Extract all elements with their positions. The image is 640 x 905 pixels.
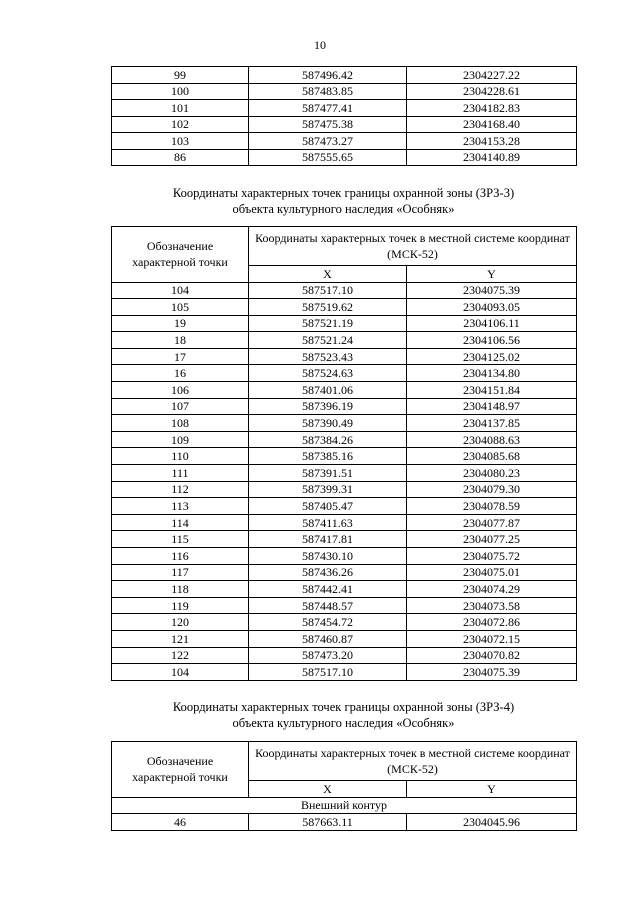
table-row	[112, 348, 577, 365]
y-coordinate-cell: 2304182.83	[407, 100, 577, 117]
section-label: Внешний контур	[112, 797, 577, 814]
table-row	[112, 382, 577, 399]
section-heading-zrz-3	[111, 185, 576, 217]
x-coordinate-cell: 587477.41	[249, 100, 407, 117]
table-row	[112, 83, 577, 100]
y-coordinate-cell: 2304134.80	[407, 365, 577, 382]
coordinates-table-zrz-3	[111, 226, 577, 681]
x-coordinate-cell: 587384.26	[249, 431, 407, 448]
y-coordinate-cell: 2304227.22	[407, 67, 577, 84]
table-row	[112, 614, 577, 631]
x-coordinate-cell: 587521.24	[249, 332, 407, 349]
point-id-cell: 109	[112, 431, 249, 448]
table-row	[112, 365, 577, 382]
header-coordinates: Координаты характерных точек в местной системе координат (МСК-52)	[249, 227, 577, 266]
x-coordinate-cell: 587473.20	[249, 647, 407, 664]
point-id-cell: 119	[112, 597, 249, 614]
y-coordinate-cell: 2304106.11	[407, 315, 577, 332]
x-coordinate-cell: 587483.85	[249, 83, 407, 100]
coordinates-table-continued	[111, 66, 577, 166]
y-coordinate-cell: 2304148.97	[407, 398, 577, 415]
point-id-cell: 17	[112, 348, 249, 365]
point-id-cell: 18	[112, 332, 249, 349]
heading-line: объекта культурного наследия «Особняк»	[232, 716, 455, 730]
table-row	[112, 67, 577, 84]
point-id-cell: 106	[112, 382, 249, 399]
point-id-cell: 114	[112, 514, 249, 531]
x-coordinate-cell: 587663.11	[249, 814, 407, 831]
table-row	[112, 498, 577, 515]
header-x: X	[249, 781, 407, 798]
table-row	[112, 116, 577, 133]
x-coordinate-cell: 587517.10	[249, 664, 407, 681]
point-id-cell: 108	[112, 415, 249, 432]
table-row	[112, 481, 577, 498]
x-coordinate-cell: 587555.65	[249, 149, 407, 166]
table-row	[112, 814, 577, 831]
x-coordinate-cell: 587396.19	[249, 398, 407, 415]
y-coordinate-cell: 2304093.05	[407, 299, 577, 316]
point-id-cell: 19	[112, 315, 249, 332]
point-id-cell: 103	[112, 133, 249, 150]
x-coordinate-cell: 587405.47	[249, 498, 407, 515]
table-body	[112, 67, 577, 166]
table-row	[112, 149, 577, 166]
point-id-cell: 104	[112, 664, 249, 681]
y-coordinate-cell: 2304072.15	[407, 630, 577, 647]
y-coordinate-cell: 2304125.02	[407, 348, 577, 365]
y-coordinate-cell: 2304153.28	[407, 133, 577, 150]
table-row	[112, 597, 577, 614]
point-id-cell: 86	[112, 149, 249, 166]
x-coordinate-cell: 587417.81	[249, 531, 407, 548]
header-designation: Обозначение характерной точки	[112, 742, 249, 798]
y-coordinate-cell: 2304151.84	[407, 382, 577, 399]
header-y: Y	[407, 266, 577, 283]
y-coordinate-cell: 2304079.30	[407, 481, 577, 498]
header-coordinates: Координаты характерных точек в местной системе координат (МСК-52)	[249, 742, 577, 781]
point-id-cell: 115	[112, 531, 249, 548]
y-coordinate-cell: 2304085.68	[407, 448, 577, 465]
point-id-cell: 110	[112, 448, 249, 465]
table-row	[112, 431, 577, 448]
y-coordinate-cell: 2304168.40	[407, 116, 577, 133]
y-coordinate-cell: 2304106.56	[407, 332, 577, 349]
table-row	[112, 581, 577, 598]
point-id-cell: 102	[112, 116, 249, 133]
point-id-cell: 104	[112, 282, 249, 299]
point-id-cell: 112	[112, 481, 249, 498]
x-coordinate-cell: 587523.43	[249, 348, 407, 365]
x-coordinate-cell: 587391.51	[249, 465, 407, 482]
x-coordinate-cell: 587448.57	[249, 597, 407, 614]
y-coordinate-cell: 2304075.39	[407, 664, 577, 681]
x-coordinate-cell: 587442.41	[249, 581, 407, 598]
table-row	[112, 465, 577, 482]
y-coordinate-cell: 2304140.89	[407, 149, 577, 166]
x-coordinate-cell: 587454.72	[249, 614, 407, 631]
page-number: 10	[314, 38, 326, 52]
point-id-cell: 107	[112, 398, 249, 415]
x-coordinate-cell: 587460.87	[249, 630, 407, 647]
y-coordinate-cell: 2304045.96	[407, 814, 577, 831]
point-id-cell: 122	[112, 647, 249, 664]
table-row	[112, 647, 577, 664]
table-row	[112, 531, 577, 548]
table-row	[112, 548, 577, 565]
table-row	[112, 282, 577, 299]
header-designation: Обозначение характерной точки	[112, 227, 249, 283]
y-coordinate-cell: 2304080.23	[407, 465, 577, 482]
point-id-cell: 100	[112, 83, 249, 100]
coordinates-table-zrz-4	[111, 741, 577, 831]
x-coordinate-cell: 587475.38	[249, 116, 407, 133]
y-coordinate-cell: 2304088.63	[407, 431, 577, 448]
header-y: Y	[407, 781, 577, 798]
x-coordinate-cell: 587521.19	[249, 315, 407, 332]
point-id-cell: 46	[112, 814, 249, 831]
point-id-cell: 113	[112, 498, 249, 515]
x-coordinate-cell: 587473.27	[249, 133, 407, 150]
y-coordinate-cell: 2304073.58	[407, 597, 577, 614]
x-coordinate-cell: 587385.16	[249, 448, 407, 465]
table-row	[112, 299, 577, 316]
table-row	[112, 100, 577, 117]
y-coordinate-cell: 2304078.59	[407, 498, 577, 515]
point-id-cell: 99	[112, 67, 249, 84]
table-row	[112, 514, 577, 531]
x-coordinate-cell: 587496.42	[249, 67, 407, 84]
table-row	[112, 664, 577, 681]
table-row	[112, 398, 577, 415]
heading-line: объекта культурного наследия «Особняк»	[232, 202, 455, 216]
y-coordinate-cell: 2304070.82	[407, 647, 577, 664]
point-id-cell: 105	[112, 299, 249, 316]
table-body	[112, 797, 577, 830]
y-coordinate-cell: 2304075.01	[407, 564, 577, 581]
section-row	[112, 797, 577, 814]
table-row	[112, 415, 577, 432]
point-id-cell: 116	[112, 548, 249, 565]
x-coordinate-cell: 587401.06	[249, 382, 407, 399]
heading-line: Координаты характерных точек границы охранной зоны (ЗРЗ-4)	[172, 700, 515, 714]
x-coordinate-cell: 587390.49	[249, 415, 407, 432]
y-coordinate-cell: 2304077.25	[407, 531, 577, 548]
point-id-cell: 117	[112, 564, 249, 581]
y-coordinate-cell: 2304075.39	[407, 282, 577, 299]
point-id-cell: 120	[112, 614, 249, 631]
point-id-cell: 111	[112, 465, 249, 482]
point-id-cell: 118	[112, 581, 249, 598]
x-coordinate-cell: 587436.26	[249, 564, 407, 581]
table-row	[112, 564, 577, 581]
x-coordinate-cell: 587399.31	[249, 481, 407, 498]
x-coordinate-cell: 587411.63	[249, 514, 407, 531]
x-coordinate-cell: 587517.10	[249, 282, 407, 299]
y-coordinate-cell: 2304075.72	[407, 548, 577, 565]
table-row	[112, 315, 577, 332]
y-coordinate-cell: 2304137.85	[407, 415, 577, 432]
y-coordinate-cell: 2304072.86	[407, 614, 577, 631]
y-coordinate-cell: 2304074.29	[407, 581, 577, 598]
y-coordinate-cell: 2304228.61	[407, 83, 577, 100]
table-row	[112, 133, 577, 150]
heading-line: Координаты характерных точек границы охранной зоны (ЗРЗ-3)	[172, 186, 515, 200]
header-x: X	[249, 266, 407, 283]
point-id-cell: 101	[112, 100, 249, 117]
table-row	[112, 448, 577, 465]
point-id-cell: 16	[112, 365, 249, 382]
point-id-cell: 121	[112, 630, 249, 647]
x-coordinate-cell: 587524.63	[249, 365, 407, 382]
x-coordinate-cell: 587519.62	[249, 299, 407, 316]
y-coordinate-cell: 2304077.87	[407, 514, 577, 531]
table-row	[112, 630, 577, 647]
table-body	[112, 282, 577, 680]
x-coordinate-cell: 587430.10	[249, 548, 407, 565]
table-row	[112, 332, 577, 349]
section-heading-zrz-4	[111, 699, 576, 731]
